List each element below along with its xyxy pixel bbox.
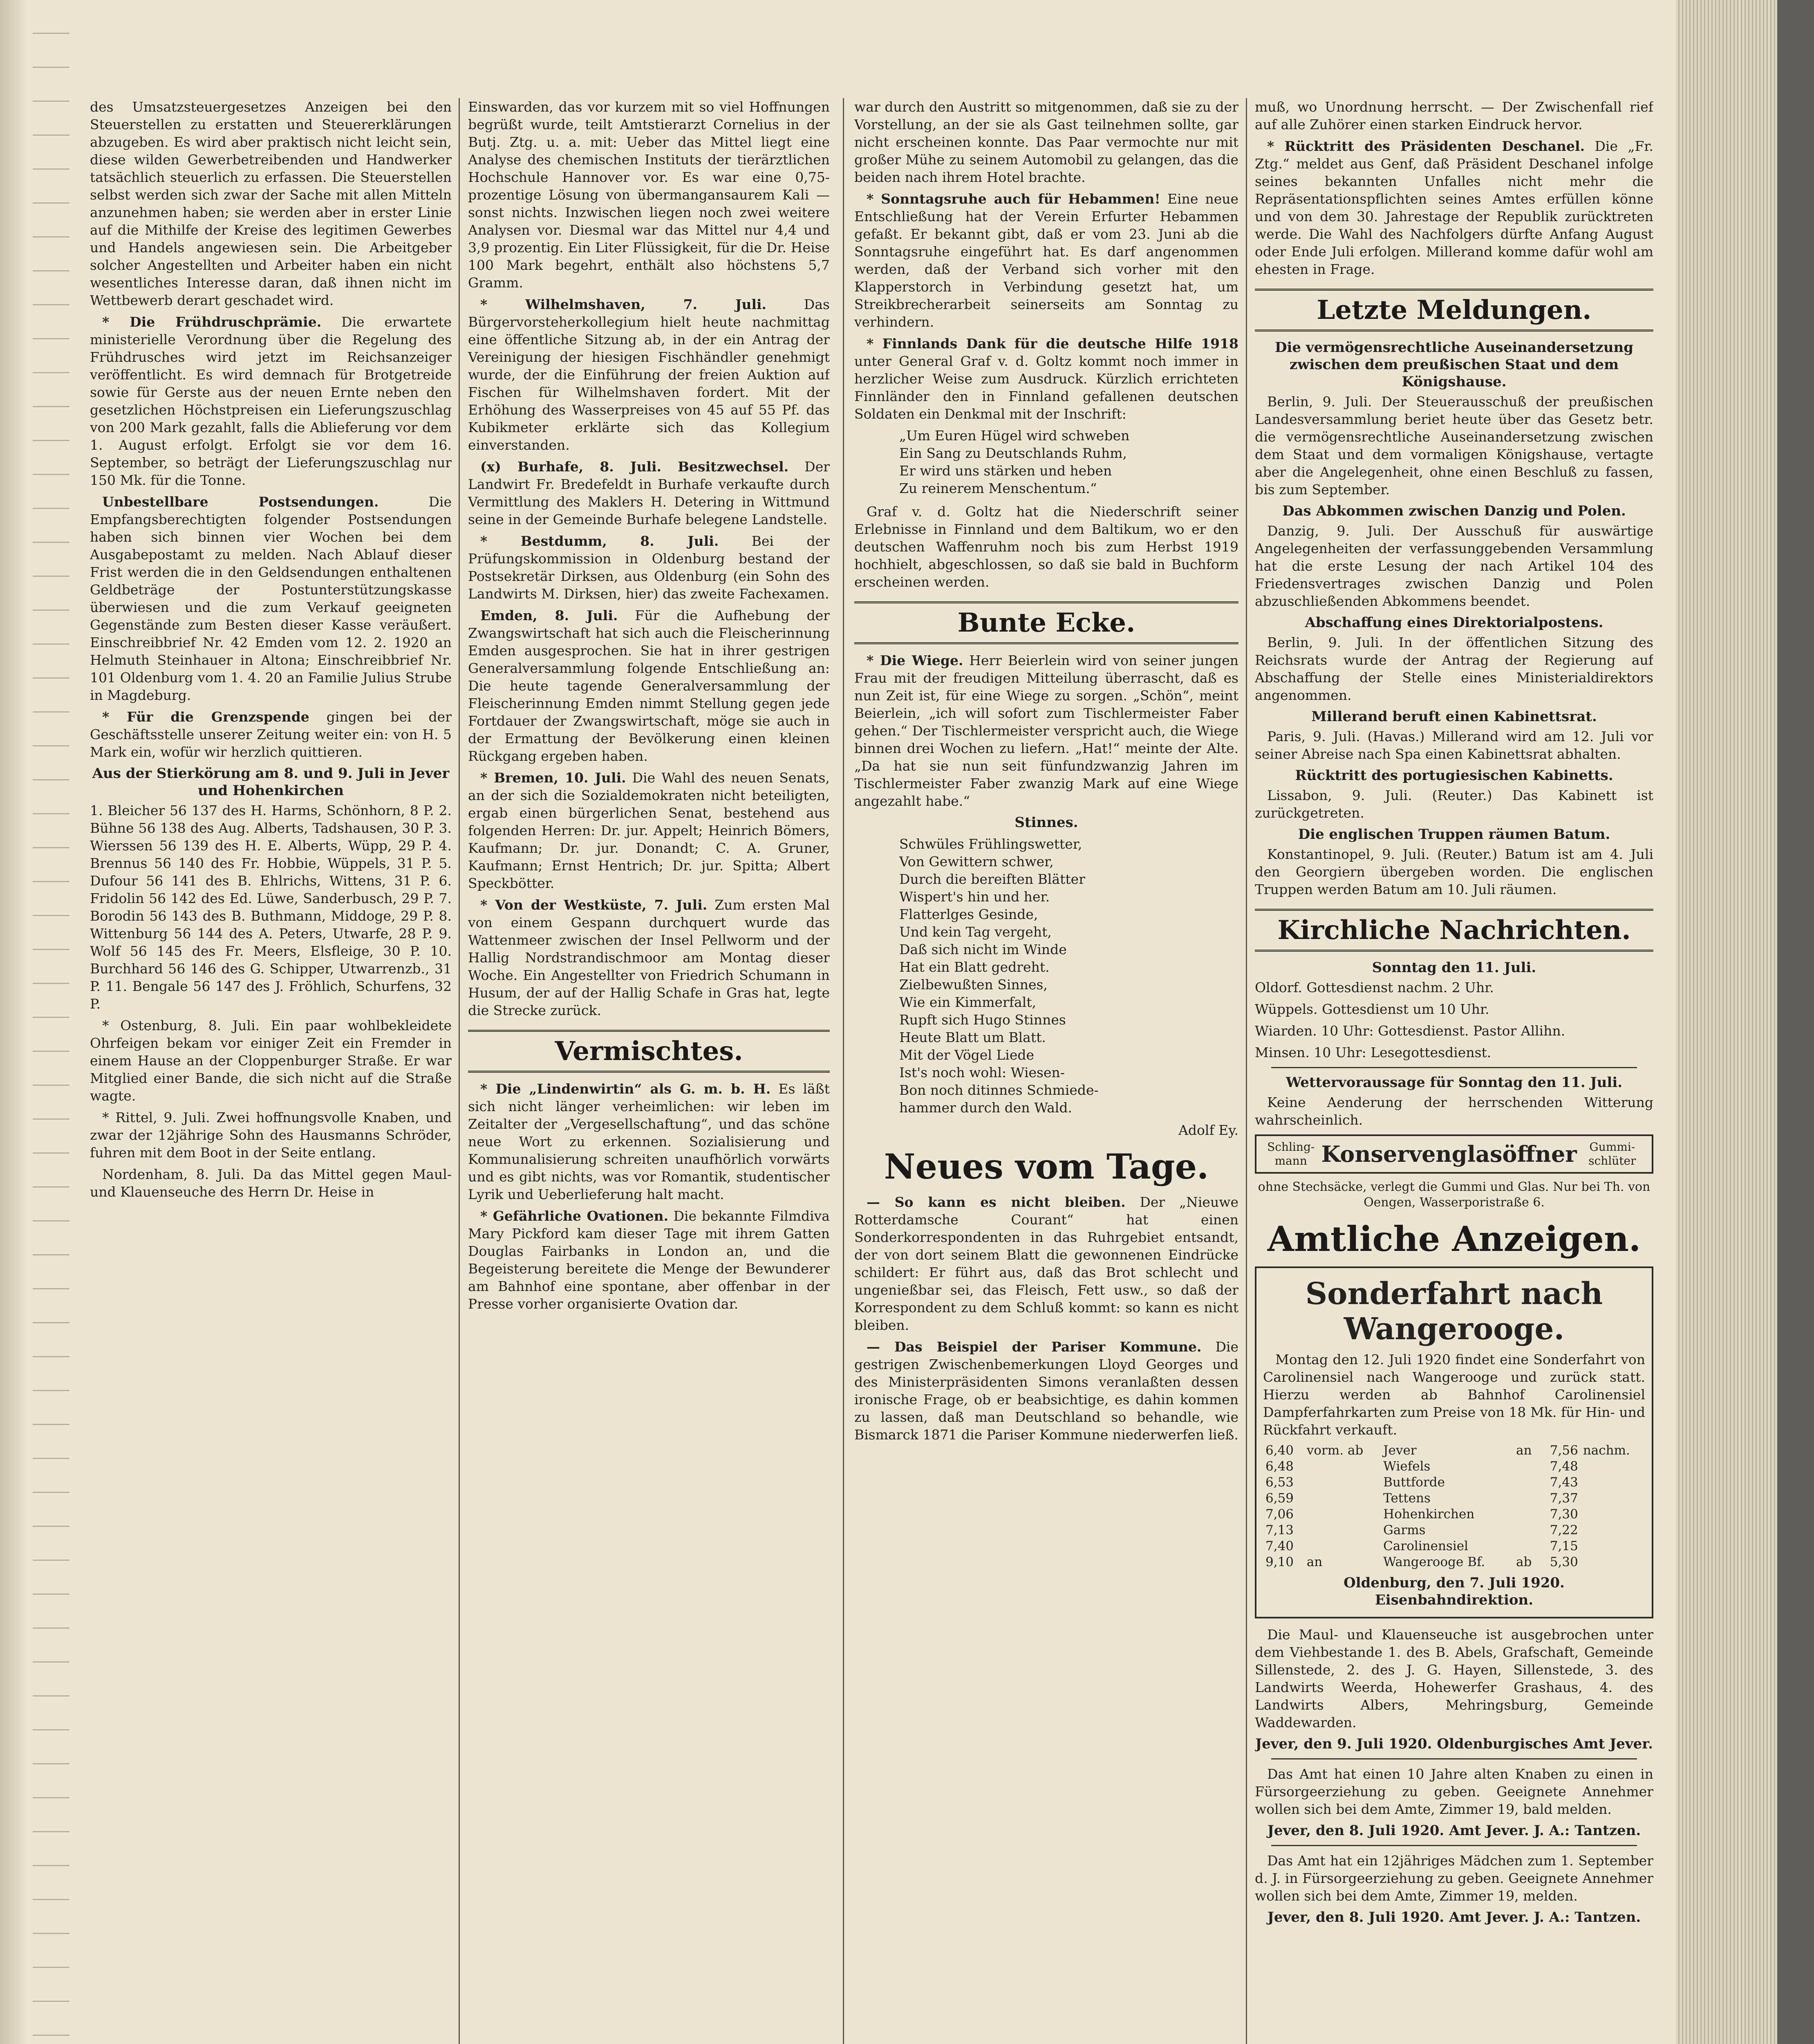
article-lead: * Rücktritt des Präsidenten Deschanel. (1267, 138, 1585, 154)
article-text: Herr Beierlein wird von seiner jungen Frau mit der freudigen Mitteilung überrascht, daß es nun Zeit ist, für eine Wiege zu sorgen. „Schön“, meint Beierlein, „ich will sofort zum Tischlermeister Faber gehen.“ Der Tischlermeister verspricht auch, die Wiege binnen drei Wochen zu liefern. „Hat!“ meinte der Alte. „Da hat sie nun seit fünfundzwanzig Jahren im Tischlermeister Faber zwanzig Mark auf eine Wiege angezahlt habe.“ (854, 652, 1238, 809)
weather-text: Keine Aenderung der herrschenden Witterung wahrscheinlich. (1255, 1094, 1653, 1128)
poem-line: Heute Blatt um Blatt. (899, 1029, 1046, 1045)
section-heading: Amtliche Anzeigen. (1267, 1219, 1641, 1259)
poem-line: Zu reinerem Menschentum.“ (899, 480, 1097, 496)
church-item: Minsen. 10 Uhr: Lesegottesdienst. (1255, 1044, 1492, 1060)
poem-line: Wispert's hin und her. (899, 889, 1050, 905)
article-text: Einswarden, das vor kurzem mit so viel Hoffnungen begrüßt wurde, teilt Amtstierarzt Cornelius in der Butj. Ztg. u. a. mit: Ueber das Mittel liegt eine Analyse des chemischen Instituts der tierärztlichen Hochschule Hannover vor. Es war eine 0,75-prozentige Lösung von übermangansaurem Kali — sonst nichts. Inzwischen liegen noch zwei weitere Analysen vor. Diesmal war das Mittel nur 4,4 und 3,9 prozentig. Ein Liter Flüssigkeit, für die Dr. Heise 100 Mark begehrt, enthält also höchstens 5,7 Gramm. (468, 99, 830, 291)
article-text: Berlin, 9. Juli. Der Steuerausschuß der preußischen Landesversammlung beriet heute über das Gesetz betr. die vermögensrechtliche Auseinandersetzung zwischen dem Staat und dem vormaligen Königshause, vertagte aber die Angelegenheit, ohne einen Beschluß zu fassen, bis zum September. (1255, 394, 1653, 498)
notice-signature: Jever, den 9. Juli 1920. Oldenburgisches Amt Jever. (1255, 1736, 1653, 1752)
news-subheading: Die vermögensrechtliche Auseinandersetzung zwischen dem preußischen Staat und dem Königshause. (1274, 339, 1634, 390)
notice-title: Sonderfahrt nach Wangerooge. (1305, 1276, 1603, 1347)
article-text: 1. Bleicher 56 137 des H. Harms, Schönhorn, 8 P. 2. Bühne 56 138 des Aug. Alberts, Tadshausen, 30 P. 3. Wierssen 56 139 des H. E. Alberts, Wüpp, 29 P. 4. Brennus 56 140 des Fr. Hobbie, Wüppels, 31 P. 5. Dufour 56 141 des B. Ehlrichs, Wittens, 31 P. 6. Fridolin 56 142 des Ed. Lüwe, Sanderbusch, 29 P. 7. Borodin 56 143 des B. Buthmann, Middoge, 29 P. 8. Wittenburg 56 144 des A. Peters, Utwarfe, 28 P. 9. Wolf 56 145 des Fr. Meers, Elsfleige, 30 P. 10. Burchhard 56 146 des G. Schipper, Utwarrenzb., 31 P. 11. Bengale 56 147 des J. Fröhlich, Schurfens, 32 P. (90, 802, 452, 1012)
notice-text: Das Amt hat einen 10 Jahre alten Knaben zu einen in Fürsorgeerziehung zu geben. Geeignete Annehmer wollen sich bei dem Amte, Zimmer 19, bald melden. (1255, 1766, 1653, 1817)
page-spine (0, 0, 29, 2044)
poem-line: Ist's noch wohl: Wiesen- (899, 1065, 1065, 1080)
news-subheading: Millerand beruft einen Kabinettsrat. (1311, 708, 1597, 725)
section-heading: Vermischtes. (468, 1030, 830, 1073)
article-lead: * Finnlands Dank für die deutsche Hilfe 1918 (867, 336, 1238, 352)
advert-side-label: Schling-mann (1267, 1140, 1315, 1168)
news-subheading: Rücktritt des portugiesischen Kabinetts. (1295, 767, 1613, 784)
section-heading: Kirchliche Nachrichten. (1255, 909, 1653, 952)
poem-line: Bon noch ditinnes Schmiede- (899, 1082, 1099, 1098)
column-1 (90, 98, 452, 2044)
article-lead: * Bremen, 10. Juli. (480, 770, 626, 786)
timetable-row: 7,40 Carolinensiel 7,15 (1265, 1539, 1578, 1553)
timetable-row: 6,40 vorm. ab Jever an 7,56 nachm. (1265, 1443, 1630, 1458)
article-lead: * Die Wiege. (867, 652, 963, 668)
article-text: Die Empfangsberechtigten folgender Postsendungen haben sich binnen vier Wochen bei dem Ausgabepostamt zu melden. Nach Ablauf dieser Frist werden die in den Geldsendungen enthaltenen Geldbeträge der Postunterstützungskasse überwiesen und die zum Verkauf geeigneten Gegenstände zum Besten dieser Kasse veräußert. Einschreibbrief Nr. 42 Emden vom 12. 2. 1920 an Helmuth Steinhauer in Altona; Einschreibbrief Nr. 101 Oldenburg vom 1. 4. 20 an Familie Julius Strube in Magdeburg. (90, 494, 452, 703)
article-lead: * Die „Lindenwirtin“ als G. m. b. H. (480, 1081, 771, 1097)
timetable-row: 7,13 Garms 7,22 (1265, 1523, 1578, 1537)
article-text: Konstantinopel, 9. Juli. (Reuter.) Batum ist am 4. Juli den Georgiern übergeben worden. Die englischen Truppen werden Batum am 10. Juli räumen. (1255, 846, 1653, 897)
poem-author: Adolf Ey. (1178, 1122, 1238, 1138)
article-text: Der Landwirt Fr. Bredefeldt in Burhafe verkaufte durch Vermittlung des Maklers H. Detering in Wittmund seine in der Gemeinde Burhafe belegene Landstelle. (468, 459, 830, 527)
poem-line: Mit der Vögel Liede (899, 1047, 1035, 1063)
article-text: Eine neue Entschließung hat der Verein Erfurter Hebammen gefaßt. Er bekannt gibt, daß er vom 23. Juni ab die Sonntagsruhe eingeführt hat. Es darf angenommen werden, daß der Verband sich vorher mit den Klapperstorch in Verbindung gesetzt hat, um Streikbrecherarbeit seinerseits am Sonntag zu verhindern. (854, 191, 1238, 330)
column-rule (459, 98, 460, 2044)
church-item: Wiarden. 10 Uhr: Gottesdienst. Pastor Allihn. (1255, 1023, 1565, 1039)
article-lead: — Das Beispiel der Pariser Kommune. (867, 1339, 1202, 1355)
article-text: Nordenham, 8. Juli. Da das Mittel gegen Maul- und Klauenseuche des Herrn Dr. Heise in (90, 1166, 452, 1200)
article-text: Graf v. d. Goltz hat die Niederschrift seiner Erlebnisse in Finnland und dem Baltikum, wo er den deutschen Waffenruhm noch bis zum Herbst 1919 hochhielt, abgeschlossen, so daß sie bald in Buchform erscheinen werden. (854, 504, 1238, 590)
article-lead: * Bestdumm, 8. Juli. (480, 533, 719, 549)
advert-note: ohne Stechsäcke, verlegt die Gummi und Glas. Nur bei Th. von Oengen, Wasserporistraße 6. (1258, 1180, 1651, 1210)
divider (1271, 1758, 1637, 1759)
article-text: Bei der Prüfungskommission in Oldenburg bestand der Postsekretär Dirksen, aus Oldenburg (ein Sohn des Landwirts M. Dirksen, hier) das zweite Fachexamen. (468, 533, 830, 602)
section-heading: Letzte Meldungen. (1255, 289, 1653, 332)
article-text: des Umsatzsteuergesetzes Anzeigen bei den Steuerstellen zu erstatten und Steuererklärungen abzugeben. Es wird aber praktisch nicht leicht sein, diese wilden Gewerbetreibenden und Handwerker tatsächlich steuerlich zu erfassen. Die Steuerstellen selbst werden sich zwar der Sache mit allen Mitteln anzunehmen haben; sie werden aber in erster Linie auf die Mithilfe der Kreise des legitimen Gewerbes und Handels angewiesen sein. Die Arbeitgeber solcher Angestellten und Arbeiter haben ein nicht wesentliches Interesse daran, daß ihnen nicht im Wettbewerb derart geschadet wird. (90, 99, 452, 308)
article-text: Der „Nieuwe Rotterdamsche Courant“ hat einen Sonderkorrespondenten in das Ruhrgebiet entsandt, der von dort seinem Blatt die gewonnenen Eindrücke schildert: Er führt aus, daß das Brot schlecht und ungenießbar sei, das Fleisch, Fett usw., so daß der Korrespondent zu dem Schluß kommt: so kann es nicht bleiben. (854, 1194, 1238, 1333)
article-text: gingen bei der Geschäftsstelle unserer Zeitung weiter ein: von H. 5 Mark ein, wofür wir herzlich quittieren. (90, 709, 452, 760)
article-lead: * Von der Westküste, 7. Juli. (480, 897, 708, 913)
notice-signature: Jever, den 8. Juli 1920. Amt Jever. J. A.: Tantzen. (1267, 1822, 1641, 1839)
inscription-poem (899, 427, 1238, 497)
column-rule (843, 98, 844, 2044)
poem-line: Schwüles Frühlingswetter, (899, 836, 1082, 852)
column-rule (1246, 98, 1247, 2044)
weather-heading: Wettervoraussage für Sonntag den 11. Juli. (1285, 1074, 1623, 1091)
article-text: Zum ersten Mal von einem Gespann durchquert wurde das Wattenmeer zwischen der Insel Pellworm und der Hallig Nordstrandischmoor am Montag dieser Woche. Ein Angestellter von Friedrich Schumann in Husum, der auf der Hallig Schafe in Gras hat, legte die Strecke zurück. (468, 897, 830, 1018)
article-lead: Unbestellbare Postsendungen. (102, 494, 379, 510)
news-subheading: Abschaffung eines Direktorialpostens. (1305, 614, 1603, 631)
article-lead: * Sonntagsruhe auch für Hebammen! (867, 191, 1160, 207)
article-text: Es läßt sich nicht länger verheimlichen: wir leben im Zeitalter der „Vergesellschaftung“, und das schöne neue Wort zu erkennen. Sozialisierung und Kommunalisierung schreiten unaufhörlich vorwärts und es gibt nichts, was vor Romantik, studentischer Lyrik und Ueberlieferung halt macht. (468, 1081, 830, 1202)
official-notice (1255, 1266, 1653, 1618)
advert-box (1255, 1134, 1653, 1174)
timetable-row: 9,10 an Wangerooge Bf. ab 5,30 (1265, 1555, 1578, 1569)
article-text: Die bekannte Filmdiva Mary Pickford kam dieser Tage mit ihrem Gatten Douglas Fairbanks in London an, und die Begeisterung bereitete die Menge der Bewunderer am Bahnhof eine spontane, aber offenbar in der Presse vorher organisierte Ovation dar. (468, 1208, 830, 1312)
timetable-row: 6,59 Tettens 7,37 (1265, 1491, 1578, 1506)
timetable-row: 6,48 Wiefels 7,48 (1265, 1459, 1578, 1474)
notice-text: Die Maul- und Klauenseuche ist ausgebrochen unter dem Viehbestande 1. des B. Abels, Grafschaft, Gemeinde Sillenstede, 2. des J. G. Hayen, Sillenstede, 3. des Landwirts Weerda, Hohewerfer Grashaus, 4. des Landwirts Albers, Mehringsburg, Gemeinde Waddewarden. (1255, 1627, 1653, 1730)
poem-line: hammer durch den Wald. (899, 1100, 1072, 1116)
article-text: Die erwartete ministerielle Verordnung über die Regelung des Frühdrusches wird jetzt im Reichsanzeiger veröffentlicht. Es wird demnach für Brotgetreide sowie für Gerste aus der neuen Ernte neben den gesetzlichen Höchstpreisen ein Lieferungszuschlag von 200 Mark gezahlt, falls die Ablieferung vor dem 1. August erfolgt. Erfolgt sie vor dem 16. September, so beträgt der Lieferungszuschlag nur 150 Mk. für die Tonne. (90, 314, 452, 488)
article-text: Für die Aufhebung der Zwangswirtschaft hat sich auch die Fleischerinnung Emden ausgesprochen. Sie hat in ihrer gestrigen Generalversammlung folgende Entschließung an: Die heute tagende Generalversammlung der Fleischerinnung Emden nimmt Stellung gegen jede Fortdauer der Zwangswirtschaft, möge sie auch in der Ermattung der Bevölkerung einen kleinen Rückgang ergeben haben. (468, 607, 830, 764)
notice-text: Das Amt hat ein 12jähriges Mädchen zum 1. September d. J. in Fürsorgeerziehung zu geben. Geeignete Annehmer wollen sich bei dem Amte, Zimmer 19, melden. (1255, 1853, 1653, 1904)
church-date: Sonntag den 11. Juli. (1372, 959, 1536, 976)
article-text: Lissabon, 9. Juli. (Reuter.) Das Kabinett ist zurückgetreten. (1255, 787, 1653, 821)
article-text: * Rittel, 9. Juli. Zwei hoffnungsvolle Knaben, und zwar der 12jährige Sohn des Hausmanns Schröder, fuhren mit dem Boot in der Seite entlang. (90, 1109, 452, 1161)
previous-page-edge (29, 0, 74, 2044)
section-heading: Neues vom Tage. (884, 1146, 1209, 1187)
article-text: unter General Graf v. d. Goltz kommt noch immer in herzlicher Weise zum Ausdruck. Kürzlich errichteten Finnländer den in Finnland gefallenen deutschen Soldaten ein Denkmal mit der Inschrift: (854, 353, 1238, 422)
poem-line: Er wird uns stärken und heben (899, 463, 1112, 479)
article-text: Die „Fr. Ztg.“ meldet aus Genf, daß Präsident Deschanel infolge seines bekannten Unfalles nicht mehr die Repräsentationspflichten seines Amtes erfüllen könne und von dem 30. Jahrestage der Republik zurücktreten werde. Die Wahl des Nachfolgers dürfte Anfang August oder Ende Juli erfolgen. Millerand komme dafür wohl am ehesten in Frage. (1255, 138, 1653, 277)
timetable-row: 7,06 Hohenkirchen 7,30 (1265, 1507, 1578, 1522)
timetable (1263, 1443, 1645, 1570)
poem-line: Wie ein Kimmerfalt, (899, 994, 1037, 1010)
article-text: Berlin, 9. Juli. In der öffentlichen Sitzung des Reichsrats wurde der Antrag der Regierung auf Abschaffung der Stelle eines Ministerialdirektors angenommen. (1255, 634, 1653, 703)
notice-text: Montag den 12. Juli 1920 findet eine Sonderfahrt von Carolinensiel nach Wangerooge und zurück statt. Hierzu werden ab Bahnhof Carolinensiel Dampferfahrkarten zum Preise von 18 Mk. für Hin- und Rückfahrt verkauft. (1263, 1351, 1645, 1438)
column-3 (854, 98, 1238, 2044)
article-text: Paris, 9. Juli. (Havas.) Millerand wird am 12. Juli vor seiner Abreise nach Spa einen Kabinettsrat abhalten. (1255, 728, 1653, 762)
article-text: Danzig, 9. Juli. Der Ausschuß für auswärtige Angelegenheiten der verfassunggebenden Versammlung hat die erste Lesung der nach Artikel 104 des Friedensvertrages zwischen Danzig und Polen abzuschließenden Abkommens beendet. (1255, 523, 1653, 609)
article-lead: Emden, 8. Juli. (480, 607, 618, 623)
timetable-row: 6,53 Buttforde 7,43 (1265, 1475, 1578, 1490)
poem-line: Daß sich nicht im Winde (899, 941, 1067, 957)
news-subheading: Die englischen Truppen räumen Batum. (1298, 826, 1610, 843)
advert-side-label: Gummi-schlüter (1588, 1140, 1636, 1168)
divider (1271, 1067, 1637, 1068)
scan-background (1777, 0, 1814, 2044)
article-lead: * Wilhelmshaven, 7. Juli. (480, 296, 767, 312)
poem-line: Rupft sich Hugo Stinnes (899, 1012, 1066, 1028)
poem (899, 835, 1238, 1116)
advert-title: Konservenglasöffner (1321, 1141, 1577, 1167)
article-lead: * Für die Grenzspende (102, 709, 309, 725)
poem-line: Und kein Tag vergeht, (899, 924, 1052, 940)
divider (1271, 1845, 1637, 1846)
article-lead: — So kann es nicht bleiben. (867, 1194, 1126, 1210)
column-4 (1255, 98, 1653, 2044)
book-page-edges (1676, 0, 1814, 2044)
section-heading: Bunte Ecke. (854, 601, 1238, 644)
column-2 (468, 98, 830, 2044)
notice-signature: Jever, den 8. Juli 1920. Amt Jever. J. A.: Tantzen. (1267, 1909, 1641, 1925)
article-text: muß, wo Unordnung herrscht. — Der Zwischenfall rief auf alle Zuhörer einen starken Eindruck hervor. (1255, 99, 1653, 132)
article-lead: * Gefährliche Ovationen. (480, 1208, 669, 1224)
poem-line: Durch die bereiften Blätter (899, 871, 1085, 887)
poem-title: Stinnes. (1014, 814, 1078, 831)
church-item: Oldorf. Gottesdienst nachm. 2 Uhr. (1255, 979, 1494, 995)
poem-line: Hat ein Blatt gedreht. (899, 959, 1050, 975)
article-text: Die gestrigen Zwischenbemerkungen Lloyd Georges und des Ministerpräsidenten Simons veranlaßten dessen ironische Frage, ob er beabsichtige, es dahin kommen zu lassen, daß man Deutschland so behandle, wie Bismarck 1871 die Pariser Kommune niederwerfen ließ. (854, 1339, 1238, 1443)
section-subheading: Aus der Stierkörung am 8. und 9. Juli in Jever und Hohenkirchen (92, 765, 450, 799)
article-lead: * Die Frühdruschprämie. (102, 314, 322, 330)
poem-line: Flatterlges Gesinde, (899, 906, 1038, 922)
notice-signature: Oldenburg, den 7. Juli 1920. Eisenbahndirektion. (1344, 1575, 1565, 1608)
poem-line: „Um Euren Hügel wird schweben (899, 428, 1130, 444)
article-text: war durch den Austritt so mitgenommen, daß sie zu der Vorstellung, an der sie als Gast teilnehmen sollte, gar nicht erscheinen konnte. Das Paar vermochte nur mit großer Mühe zu seinem Automobil zu gelangen, das die beiden nach ihrem Hotel brachte. (854, 99, 1238, 185)
article-lead: (x) Burhafe, 8. Juli. Besitzwechsel. (480, 459, 789, 475)
poem-line: Ein Sang zu Deutschlands Ruhm, (899, 445, 1127, 461)
news-subheading: Das Abkommen zwischen Danzig und Polen. (1282, 503, 1626, 519)
article-text: Die Wahl des neuen Senats, an der sich die Sozialdemokraten nicht beteiligten, ergab einen bürgerlichen Senat, bestehend aus folgenden Herren: Dr. jur. Appelt; Heinrich Bömers, Kaufmann; Dr. jur. Donandt; C. A. Gruner, Kaufmann; Ernst Hentrich; Dr. jur. Spitta; Albert Speckbötter. (468, 770, 830, 891)
article-text: Das Bürgervorsteherkollegium hielt heute nachmittag eine öffentliche Sitzung ab, in der ein Antrag der Vereinigung der hiesigen Fischhändler genehmigt wurde, der die Einführung der freien Auktion auf Fischen für Wilhelmshaven fordert. Mit der Erhöhung des Wasserpreises von 45 auf 55 Pf. das Kubikmeter erklärte sich das Kollegium einverstanden. (468, 296, 830, 453)
poem-line: Von Gewittern schwer, (899, 854, 1054, 870)
church-item: Wüppels. Gottesdienst um 10 Uhr. (1255, 1001, 1489, 1017)
article-text: * Ostenburg, 8. Juli. Ein paar wohlbekleidete Ohrfeigen bekam vor einiger Zeit ein Fremder in einem Hause an der Cloppenburger Straße. Er war Mitglied einer Bande, die sich nicht auf die Straße wagte. (90, 1018, 452, 1104)
poem-line: Zielbewußten Sinnes, (899, 977, 1048, 993)
